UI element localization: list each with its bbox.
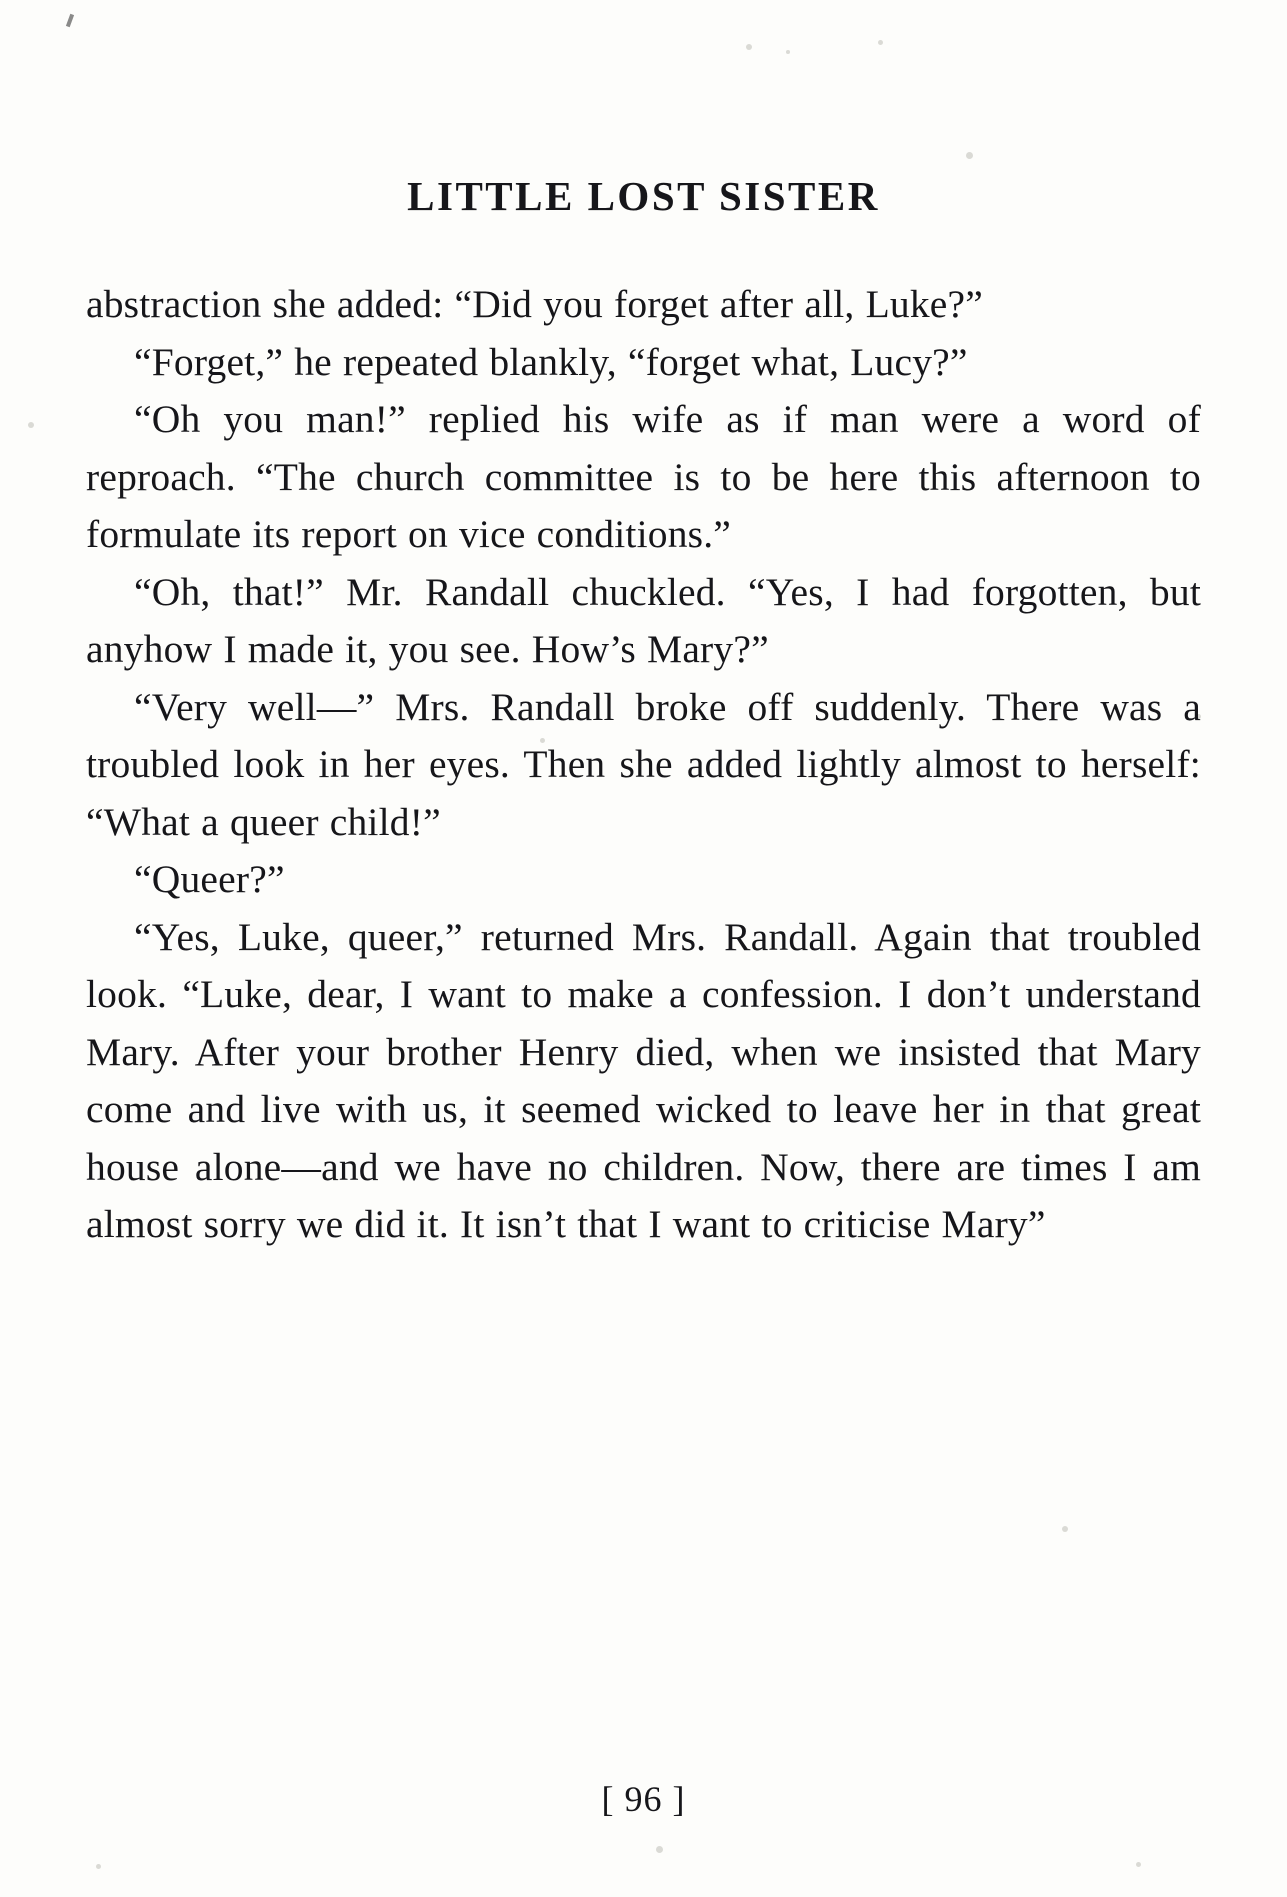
paper-speck: [1062, 1526, 1068, 1532]
paper-speck: [96, 1864, 101, 1869]
paper-speck: [746, 44, 752, 50]
running-head: LITTLE LOST SISTER: [407, 173, 880, 219]
paragraph: “Yes, Luke, queer,” returned Mrs. Randall. Again that troubled look. “Luke, dear, I want to make a confession. I don’t understand Mary. After your brother Henry died, when we insisted that Mary come and live with us, it seemed wicked to leave her in that great house alone—and we have no children. Now, there are times I am almost sorry we did it. It isn’t that I want to criticise Mary”: [86, 914, 1201, 1246]
paper-speck: [1136, 1862, 1141, 1867]
paper-speck: [786, 50, 790, 54]
paper-speck: [966, 152, 973, 159]
paragraph: “Oh you man!” replied his wife as if man were a word of reproach. “The church committee is to be here this afternoon to formulate its report on vice conditions.”: [86, 397, 1201, 556]
paragraph: “Oh, that!” Mr. Randall chuckled. “Yes, I had forgotten, but anyhow I made it, you see. How’s Mary?”: [86, 569, 1201, 671]
paragraph: “Queer?”: [134, 857, 285, 901]
paper-fleck: [66, 14, 74, 28]
page-number: [ 96 ]: [601, 1779, 686, 1819]
body-text-column: [86, 276, 1201, 1254]
paragraph: abstraction she added: “Did you forget after all, Luke?”: [86, 282, 983, 326]
paragraph: “Very well—” Mrs. Randall broke off suddenly. There was a troubled look in her eyes. Then she added lightly almost to herself: “What a queer child!”: [86, 684, 1201, 844]
paragraph: “Forget,” he repeated blankly, “forget what, Lucy?”: [134, 339, 968, 384]
paper-speck: [28, 422, 34, 428]
paper-speck: [878, 40, 883, 45]
paper-speck: [656, 1846, 663, 1853]
